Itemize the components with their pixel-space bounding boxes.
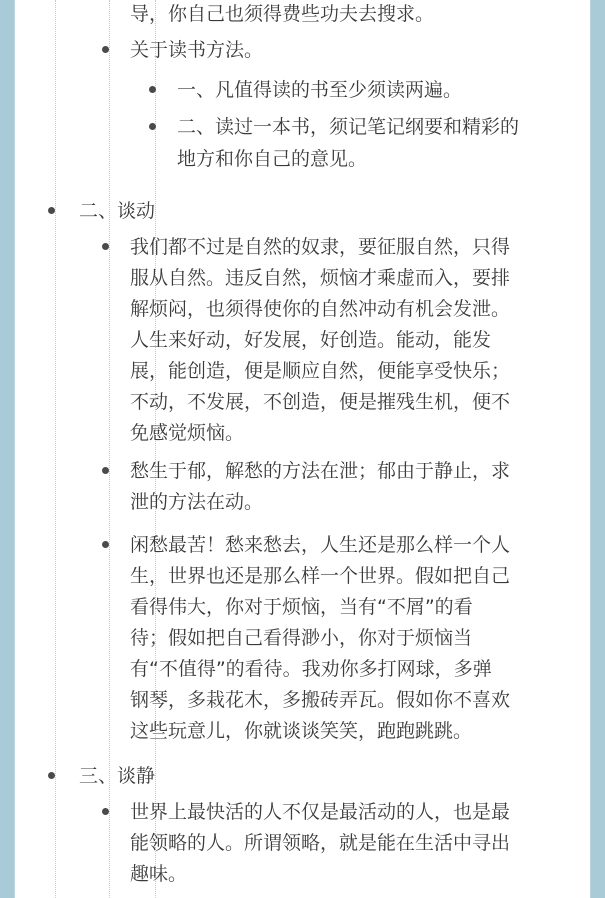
list-item-text: 不动，不发展，不创造，便是摧残生机，便不	[130, 391, 511, 413]
list-item-text: 闲愁最苦！愁来愁去，人生还是那么样一个人	[130, 534, 511, 556]
bullet-icon	[102, 243, 109, 250]
list-item-text: 钢琴，多栽花木，多搬砖弄瓦。假如你不喜欢	[130, 689, 511, 711]
list-item-text: 有“不值得”的看待。我劝你多打网球，多弹	[130, 658, 492, 680]
bullet-icon	[48, 207, 55, 214]
list-item-text: 能领略的人。所谓领略，就是能在生活中寻出	[130, 832, 511, 854]
list-item-text: 趣味。	[130, 863, 188, 885]
bullet-icon	[102, 467, 109, 474]
list-item-text: 关于读书方法。	[130, 39, 264, 61]
list-item-text: 泄的方法在动。	[130, 491, 264, 513]
bullet-icon	[149, 123, 156, 130]
list-item-text: 一、凡值得读的书至少须读两遍。	[177, 79, 463, 101]
indent-guide	[55, 0, 56, 898]
list-item-text: 二、读过一本书，须记笔记纲要和精彩的	[177, 116, 520, 138]
list-item-text: 解烦闷，也须得使你的自然冲动有机会发泄。	[130, 298, 511, 320]
list-item-text: 我们都不过是自然的奴隶，要征服自然，只得	[130, 236, 511, 258]
section-heading: 二、谈动	[79, 200, 156, 222]
list-item-text: 地方和你自己的意见。	[177, 148, 368, 170]
indent-guide	[155, 0, 156, 898]
list-item-text: 人生来好动，好发展，好创造。能动，能发	[130, 329, 492, 351]
list-item-text: 生，世界也还是那么样一个世界。假如把自己	[130, 565, 511, 587]
document-page	[14, 0, 591, 898]
bullet-icon	[48, 772, 55, 779]
list-item-text: 愁生于郁，解愁的方法在泄；郁由于静止，求	[130, 460, 511, 482]
bullet-icon	[102, 46, 109, 53]
list-item-text: 服从自然。违反自然，烦恼才乘虚而入，要排	[130, 267, 511, 289]
list-item-text: 导，你自己也须得费些功夫去搜求。	[130, 3, 435, 25]
list-item-text: 待；假如把自己看得渺小，你对于烦恼当	[130, 627, 473, 649]
list-item-text: 世界上最快活的人不仅是最活动的人，也是最	[130, 801, 511, 823]
list-item-text: 这些玩意儿，你就谈谈笑笑，跑跑跳跳。	[130, 720, 473, 742]
bullet-icon	[102, 808, 109, 815]
list-item-text: 免感觉烦恼。	[130, 422, 245, 444]
list-item-text: 看得伟大，你对于烦恼，当有“不屑”的看	[130, 596, 473, 618]
bullet-icon	[102, 541, 109, 548]
section-heading: 三、谈静	[79, 765, 156, 787]
bullet-icon	[149, 86, 156, 93]
list-item-text: 展，能创造，便是顺应自然，便能享受快乐；	[130, 360, 511, 382]
